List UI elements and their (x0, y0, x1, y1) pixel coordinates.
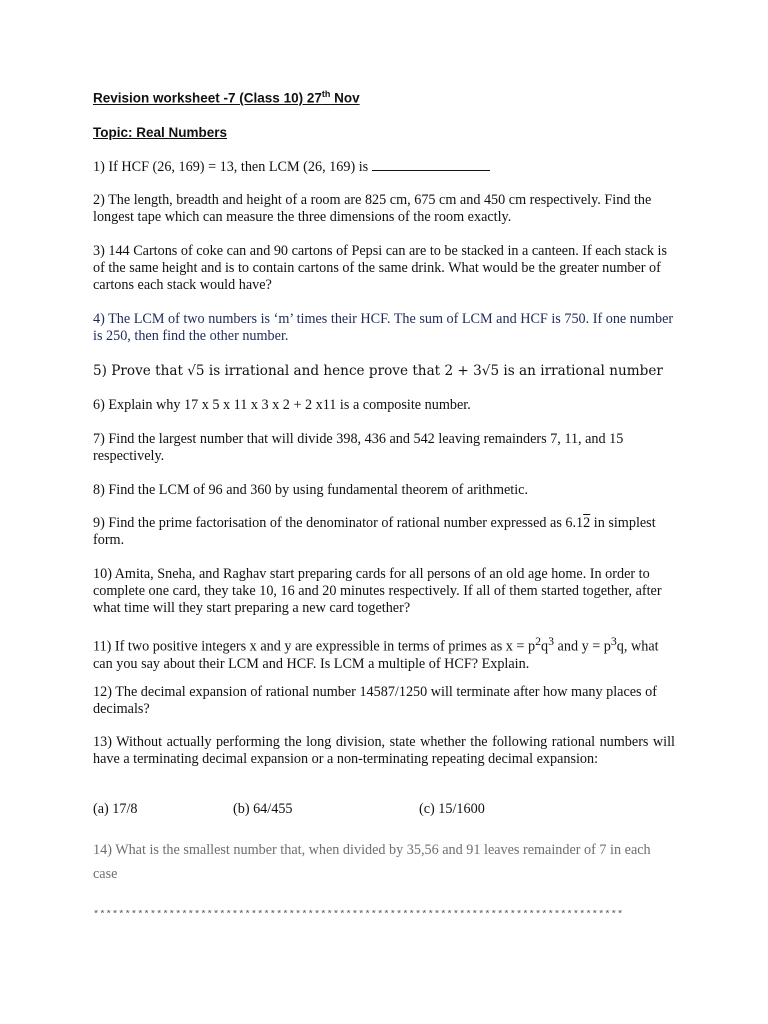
question-13: 13) Without actually performing the long division, state whether the following rational numbers will have a terminating decimal expansion or a non-terminating repeating decimal expansion: (93, 734, 675, 767)
worksheet-topic: Topic: Real Numbers (93, 125, 228, 140)
question-7: 7) Find the largest number that will divide 398, 436 and 542 leaving remainders 7, 11, and 15 respectively. (93, 431, 624, 464)
question-10: 10) Amita, Sneha, and Raghav start preparing cards for all persons of an old age home. In order to complete one card, they take 10, 16 and 20 minutes respectively. If all of them started together, after what time will they start preparing a new card together? (93, 566, 662, 616)
footer-divider: ************************************************************************************ (93, 910, 624, 921)
question-13-option-c: (c) 15/1600 (419, 801, 485, 817)
question-13-option-b: (b) 64/455 (233, 801, 293, 817)
question-12: 12) The decimal expansion of rational number 14587/1250 will terminate after how many places of decimals? (93, 684, 657, 717)
question-3: 3) 144 Cartons of coke can and 90 cartons of Pepsi can are to be stacked in a canteen. If each stack is of the same height and is to contain cartons of the same drink. What would be the greater number of cartons each stack would have? (93, 243, 667, 293)
question-11: 11) If two positive integers x and y are expressible in terms of primes as $x = p^2q^3$ and $y = p^3q$, what can you say about their LCM and HCF. Is LCM a multiple of HCF? Explain. (93, 634, 659, 672)
question-9: 9) Find the prime factorisation of the denominator of rational number expressed as 6.12 in simplest form. (93, 515, 656, 548)
question-4: 4) The LCM of two numbers is ‘m’ times their HCF. The sum of LCM and HCF is 750. If one number is 250, then find the other number. (93, 311, 674, 344)
question-13-option-a: (a) 17/8 (93, 801, 138, 817)
worksheet-title: Revision worksheet -7 (Class 10) 27th Nov (93, 89, 360, 106)
question-14: 14) What is the smallest number that, when divided by 35,56 and 91 leaves remainder of 7 in each case (93, 842, 651, 882)
question-6: 6) Explain why 17 x 5 x 11 x 3 x 2 + 2 x11 is a composite number. (93, 397, 471, 413)
question-5: 5) Prove that √5 is irrational and hence prove that 2 + 3√5 is an irrational number (93, 363, 663, 379)
question-1: 1) If HCF (26, 169) = 13, then LCM (26, 169) is (93, 158, 675, 176)
answer-blank (372, 158, 490, 171)
question-8: 8) Find the LCM of 96 and 360 by using fundamental theorem of arithmetic. (93, 482, 528, 498)
question-2: 2) The length, breadth and height of a room are 825 cm, 675 cm and 450 cm respectively. Find the longest tape which can measure the three dimensions of the room exactly. (93, 192, 652, 225)
